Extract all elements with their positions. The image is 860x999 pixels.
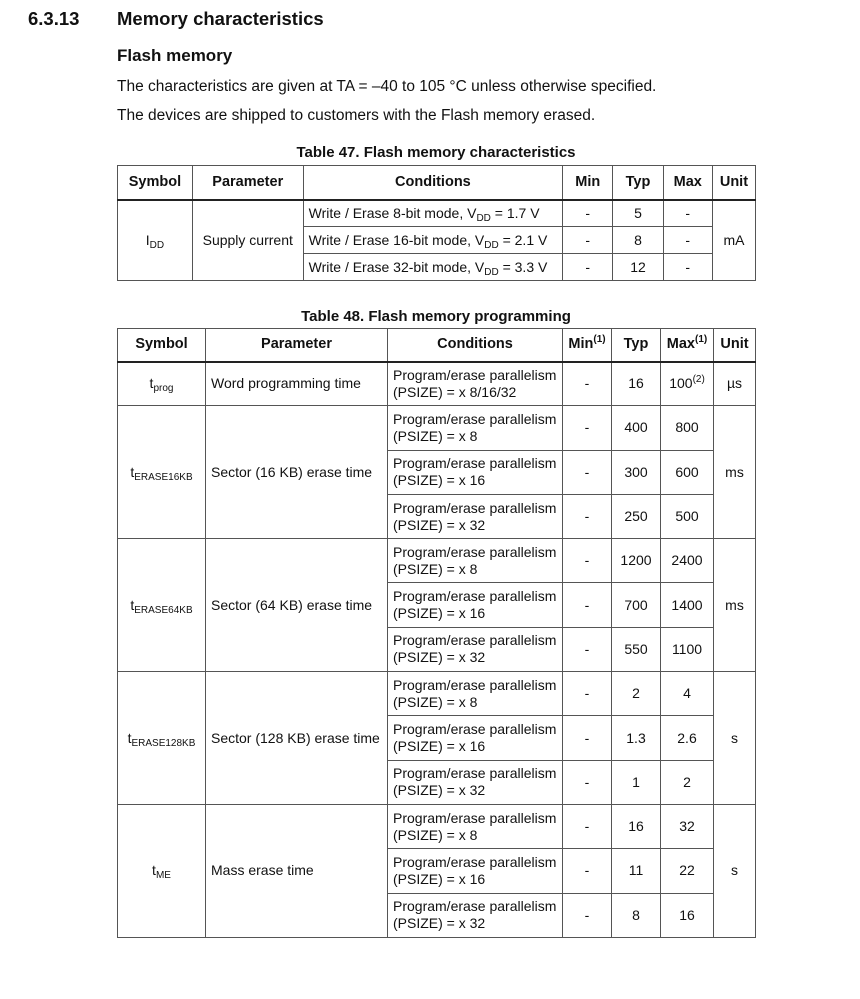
- condition-subscript: DD: [476, 212, 491, 224]
- typ-cell: 1: [612, 760, 661, 804]
- min-cell: -: [563, 627, 612, 671]
- header-max-label: Max: [666, 336, 695, 353]
- min-cell: -: [563, 450, 612, 494]
- unit-cell: mA: [712, 200, 755, 281]
- header-min-label: Min: [568, 336, 594, 353]
- symbol-subscript: ERASE16KB: [134, 471, 193, 483]
- condition-value: = 1.7 V: [490, 204, 540, 221]
- symbol-main: t: [149, 375, 154, 392]
- symbol-subscript: DD: [149, 239, 165, 251]
- condition-line2: (PSIZE) = x 8: [393, 693, 478, 710]
- min-cell: -: [563, 760, 612, 804]
- max-cell: [661, 494, 714, 538]
- table-row: [118, 362, 756, 406]
- condition-text: Write / Erase 8-bit mode, V: [308, 204, 477, 221]
- conditions-cell: [303, 227, 563, 254]
- typ-cell: 5: [613, 200, 663, 227]
- max-cell: [661, 760, 714, 804]
- symbol-cell: [118, 539, 206, 672]
- conditions-cell: [388, 494, 563, 538]
- min-cell: -: [563, 804, 612, 848]
- condition-line2: (PSIZE) = x 16: [393, 870, 486, 887]
- condition-line2: (PSIZE) = x 16: [393, 605, 486, 622]
- max-cell: [661, 406, 714, 450]
- section-title: Memory characteristics: [117, 8, 324, 29]
- table-row: [118, 804, 756, 848]
- typ-cell: 2: [612, 672, 661, 716]
- typ-cell: 8: [613, 227, 663, 254]
- max-value: 500: [675, 508, 699, 525]
- parameter-cell: Sector (128 KB) erase time: [206, 672, 388, 805]
- max-cell: -: [663, 254, 712, 281]
- typ-cell: 11: [612, 849, 661, 893]
- max-cell: [661, 539, 714, 583]
- condition-line2: (PSIZE) = x 32: [393, 649, 486, 666]
- condition-line1: Program/erase parallelism: [393, 809, 557, 826]
- conditions-cell: [388, 760, 563, 804]
- intro-paragraph-shipping: The devices are shipped to customers with the Flash memory erased.: [117, 107, 596, 124]
- max-value: 1400: [671, 596, 703, 613]
- intro-paragraph-conditions: The characteristics are given at TA = –40 to 105 °C unless otherwise specified.: [117, 78, 657, 95]
- conditions-cell: [388, 450, 563, 494]
- symbol-main: t: [130, 463, 135, 480]
- conditions-cell: [303, 254, 563, 281]
- typ-cell: 16: [612, 804, 661, 848]
- symbol-main: t: [127, 729, 132, 746]
- typ-cell: 8: [612, 893, 661, 937]
- table-row: [118, 406, 756, 450]
- header-typ: Typ: [612, 329, 661, 362]
- condition-line2: (PSIZE) = x 8: [393, 560, 478, 577]
- min-cell: -: [563, 893, 612, 937]
- header-min: Min: [563, 166, 613, 200]
- symbol-main: I: [145, 231, 150, 248]
- footnote-ref: (1): [593, 334, 606, 346]
- min-cell: -: [563, 406, 612, 450]
- max-cell: [661, 893, 714, 937]
- condition-line2: (PSIZE) = x 32: [393, 516, 486, 533]
- max-value: 4: [683, 685, 691, 702]
- max-value: 2: [683, 773, 691, 790]
- max-cell: [661, 450, 714, 494]
- max-value: 800: [675, 419, 699, 436]
- max-cell: [661, 583, 714, 627]
- condition-line2: (PSIZE) = x 16: [393, 738, 486, 755]
- max-value: 16: [679, 906, 695, 923]
- table-header-row: [118, 166, 756, 200]
- max-cell: -: [663, 200, 712, 227]
- typ-cell: 400: [612, 406, 661, 450]
- header-unit: Unit: [714, 329, 756, 362]
- condition-line1: Program/erase parallelism: [393, 765, 557, 782]
- typ-cell: 250: [612, 494, 661, 538]
- symbol-cell: [118, 804, 206, 937]
- footnote-ref: (2): [692, 374, 705, 386]
- symbol-cell: [118, 200, 193, 281]
- condition-text: Write / Erase 32-bit mode, V: [308, 258, 485, 275]
- typ-cell: 1.3: [612, 716, 661, 760]
- symbol-cell: [118, 362, 206, 406]
- max-value: 600: [675, 463, 699, 480]
- min-cell: -: [563, 539, 612, 583]
- max-cell: -: [663, 227, 712, 254]
- section-number: 6.3.13: [28, 8, 80, 29]
- table-row: [118, 672, 756, 716]
- footnote-ref: (1): [694, 334, 708, 346]
- header-parameter: Parameter: [206, 329, 388, 362]
- condition-line1: Program/erase parallelism: [393, 410, 557, 427]
- condition-line2: (PSIZE) = x 32: [393, 915, 486, 932]
- parameter-cell: Word programming time: [206, 362, 388, 406]
- parameter-cell: Sector (16 KB) erase time: [206, 406, 388, 539]
- table-row: [118, 200, 756, 227]
- subsection-heading: Flash memory: [117, 46, 233, 65]
- header-symbol: Symbol: [118, 329, 206, 362]
- max-cell: [661, 362, 714, 406]
- condition-line1: Program/erase parallelism: [393, 721, 557, 738]
- condition-line1: Program/erase parallelism: [393, 898, 557, 915]
- min-cell: -: [563, 849, 612, 893]
- max-value: 1100: [671, 640, 703, 657]
- max-cell: [661, 804, 714, 848]
- min-cell: -: [563, 254, 613, 281]
- conditions-cell: [388, 716, 563, 760]
- max-value: 2.6: [677, 729, 697, 746]
- unit-cell: ms: [714, 539, 756, 672]
- typ-cell: 1200: [612, 539, 661, 583]
- condition-value: = 2.1 V: [498, 231, 548, 248]
- condition-line2: (PSIZE) = x 8: [393, 427, 478, 444]
- condition-line2: (PSIZE) = x 16: [393, 472, 486, 489]
- min-cell: -: [563, 716, 612, 760]
- condition-line2: (PSIZE) = x 8: [393, 826, 478, 843]
- typ-cell: 700: [612, 583, 661, 627]
- condition-line1: Program/erase parallelism: [393, 676, 557, 693]
- header-max: Max: [663, 166, 712, 200]
- condition-value: = 3.3 V: [498, 258, 548, 275]
- unit-cell: s: [714, 672, 756, 805]
- condition-line1: Program/erase parallelism: [393, 588, 557, 605]
- parameter-cell: Sector (64 KB) erase time: [206, 539, 388, 672]
- symbol-main: t: [130, 596, 135, 613]
- table48-caption: Table 48. Flash memory programming: [301, 308, 571, 325]
- min-cell: -: [563, 200, 613, 227]
- unit-cell: ms: [714, 406, 756, 539]
- header-parameter: Parameter: [192, 166, 303, 200]
- flash-characteristics-table: [117, 165, 756, 281]
- symbol-subscript: ERASE64KB: [134, 604, 193, 616]
- typ-cell: 300: [612, 450, 661, 494]
- header-conditions: Conditions: [388, 329, 563, 362]
- conditions-cell: [388, 804, 563, 848]
- max-cell: [661, 672, 714, 716]
- flash-programming-table: [117, 328, 756, 938]
- max-value: 32: [679, 818, 695, 835]
- conditions-cell: [388, 849, 563, 893]
- symbol-subscript: ERASE128KB: [131, 737, 196, 749]
- table47-caption: Table 47. Flash memory characteristics: [296, 144, 576, 161]
- header-typ: Typ: [613, 166, 663, 200]
- symbol-subscript: ME: [155, 870, 171, 882]
- condition-line1: Program/erase parallelism: [393, 543, 557, 560]
- conditions-cell: [388, 893, 563, 937]
- symbol-main: t: [152, 862, 156, 879]
- min-cell: -: [563, 494, 612, 538]
- condition-subscript: DD: [484, 266, 499, 278]
- conditions-cell: [388, 583, 563, 627]
- min-cell: -: [563, 362, 612, 406]
- conditions-cell: [388, 362, 563, 406]
- max-cell: [661, 849, 714, 893]
- max-value: 2400: [671, 552, 703, 569]
- header-min: [563, 329, 612, 362]
- symbol-subscript: prog: [153, 383, 174, 395]
- conditions-cell: [388, 672, 563, 716]
- condition-text: Write / Erase 16-bit mode, V: [308, 231, 485, 248]
- header-conditions: Conditions: [303, 166, 563, 200]
- conditions-cell: [303, 200, 563, 227]
- condition-line1: Program/erase parallelism: [393, 366, 557, 383]
- min-cell: -: [563, 672, 612, 716]
- condition-line1: Program/erase parallelism: [393, 853, 557, 870]
- typ-cell: 550: [612, 627, 661, 671]
- parameter-cell: Supply current: [192, 200, 303, 281]
- unit-cell: µs: [714, 362, 756, 406]
- min-cell: -: [563, 227, 613, 254]
- typ-cell: 12: [613, 254, 663, 281]
- header-max: [661, 329, 714, 362]
- conditions-cell: [388, 539, 563, 583]
- condition-line1: Program/erase parallelism: [393, 632, 557, 649]
- parameter-cell: Mass erase time: [206, 804, 388, 937]
- header-unit: Unit: [712, 166, 755, 200]
- condition-line2: (PSIZE) = x 32: [393, 782, 486, 799]
- max-value: 22: [679, 862, 695, 879]
- max-cell: [661, 716, 714, 760]
- conditions-cell: [388, 627, 563, 671]
- max-value: 100: [669, 375, 693, 392]
- conditions-cell: [388, 406, 563, 450]
- unit-cell: s: [714, 804, 756, 937]
- symbol-cell: [118, 406, 206, 539]
- table-header-row: [118, 329, 756, 362]
- condition-line2: (PSIZE) = x 8/16/32: [393, 383, 517, 400]
- table-row: [118, 539, 756, 583]
- symbol-cell: [118, 672, 206, 805]
- condition-line1: Program/erase parallelism: [393, 499, 557, 516]
- header-symbol: Symbol: [118, 166, 193, 200]
- max-cell: [661, 627, 714, 671]
- typ-cell: 16: [612, 362, 661, 406]
- min-cell: -: [563, 583, 612, 627]
- condition-line1: Program/erase parallelism: [393, 455, 557, 472]
- condition-subscript: DD: [484, 239, 499, 251]
